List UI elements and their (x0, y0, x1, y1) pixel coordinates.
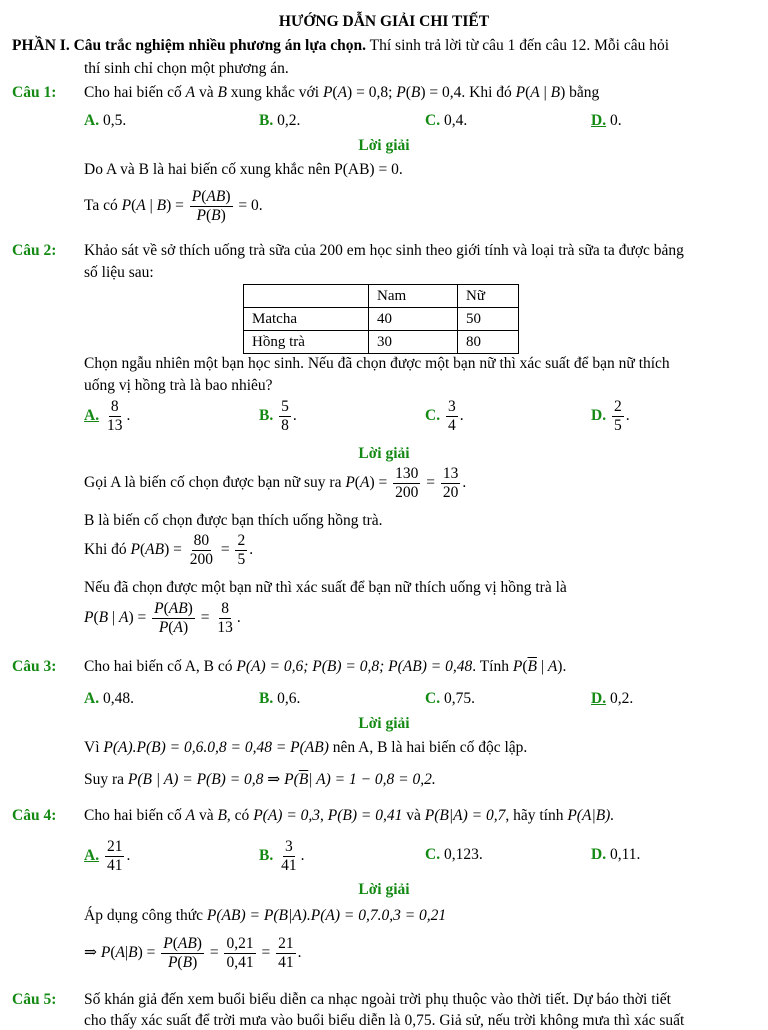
q3-solution-line2: Suy ra P(B | A) = P(B) = 0,8 ⇒ $P(\overline{B}|$ A) = 1 − 0,8 = 0,2. (84, 771, 436, 788)
part-heading-bold: PHẦN I. Câu trắc nghiệm nhiều phương án lựa chọn. (12, 37, 367, 54)
question-5-line1: Số khán giả đến xem buổi biểu diễn ca nhạc ngoài trời phụ thuộc vào thời tiết. Dự báo thời tiết (84, 991, 671, 1008)
question-4-text: Cho hai biến cố A và B, có P(A) = 0,3, P(B) = 0,41 và P(B|A) = 0,7, hãy tính P(A|B). (84, 807, 615, 824)
q1-option-d[interactable]: D. 0. (591, 112, 622, 129)
q3-option-d[interactable]: D. 0,2. (591, 690, 634, 707)
question-3-text: Cho hai biến cố A, B có P(A) = 0,6; P(B) = 0,8; P(AB) = 0,48. Tính $P(\overline{B}$ | A). (84, 658, 567, 675)
q4-option-c[interactable]: C. 0,123. (425, 846, 483, 863)
question-5-label: Câu 5: (12, 991, 57, 1008)
part-heading-text: Thí sinh trả lời từ câu 1 đến câu 12. Mỗi câu hỏi (366, 37, 670, 54)
q3-option-c[interactable]: C. 0,75. (425, 690, 475, 707)
q1-option-a[interactable]: A. 0,5. (84, 112, 127, 129)
table-row: Matcha 40 50 (244, 308, 519, 331)
q3-solution-line1: Vì P(A).P(B) = 0,6.0,8 = 0,48 = P(AB) nên A, B là hai biến cố độc lập. (84, 739, 528, 756)
q4-option-d[interactable]: D. 0,11. (591, 846, 641, 863)
q1-solution-line1: Do A và B là hai biến cố xung khắc nên P(AB) = 0. (84, 161, 403, 178)
page-title: HƯỚNG DẪN GIẢI CHI TIẾT (278, 13, 490, 30)
q4-option-a[interactable]: A. $\frac{21}{41}$ . (84, 838, 131, 874)
q2-option-b[interactable]: B. $\frac{5}{8}$ . (259, 398, 297, 434)
q3-option-b[interactable]: B. 0,6. (259, 690, 301, 707)
q4-solution-line1: Áp dụng công thức P(AB) = P(B|A).P(A) = 0,7.0,3 = 0,21 (84, 907, 447, 924)
q2-solution-heading: Lời giải (358, 445, 410, 462)
question-4-label: Câu 4: (12, 807, 57, 824)
question-2-line4: uống vị hồng trà là bao nhiêu? (84, 377, 273, 394)
q2-option-d[interactable]: D. $\frac{2}{5}$ . (591, 398, 630, 434)
question-1-text: Cho hai biến cố A và B xung khắc với P(A) = 0,8; P(B) = 0,4. Khi đó P(A | B) bằng (84, 84, 600, 101)
q1-option-c[interactable]: C. 0,4. (425, 112, 468, 129)
q1-solution-heading: Lời giải (358, 137, 410, 154)
question-2-line3: Chọn ngẫu nhiên một bạn học sinh. Nếu đã chọn được một bạn nữ thì xác suất để bạn nữ thích (84, 355, 670, 372)
survey-table (243, 284, 519, 354)
q4-option-b[interactable]: B. $\frac{3}{41}$ . (259, 838, 305, 874)
part-heading-line2: thí sinh chỉ chọn một phương án. (84, 60, 289, 77)
q3-solution-heading: Lời giải (358, 715, 410, 732)
q2-option-c[interactable]: C. $\frac{3}{4}$ . (425, 398, 464, 434)
question-1-label: Câu 1: (12, 84, 57, 101)
q1-solution-line2: Ta có P(A | B) = $\frac{P(AB)}{P(B)}$ = 0. (84, 188, 263, 224)
q1-option-b[interactable]: B. 0,2. (259, 112, 301, 129)
question-5-line2: cho thấy xác suất để trời mưa vào buổi biểu diễn là 0,75. Giả sử, nếu trời không mưa thì xác suất (84, 1012, 685, 1029)
table-header-row: Nam Nữ (244, 285, 519, 308)
q2-option-a[interactable]: A. $\frac{8}{13}$ . (84, 398, 131, 434)
q2-solution-line1: Gọi A là biến cố chọn được bạn nữ suy ra P(A) = $\frac{130}{200}$ = $\frac{13}{20}$ . (84, 465, 467, 501)
q2-solution-line5: P(B | A) = $\frac{P(AB)}{P(A)}$ = $\frac{8}{13}$ . (84, 600, 241, 636)
table-row: Hồng trà 30 80 (244, 331, 519, 354)
question-2-line2: số liệu sau: (84, 264, 154, 281)
question-2-line1: Khảo sát về sở thích uống trà sữa của 200 em học sinh theo giới tính và loại trà sữa ta được bảng (84, 242, 684, 259)
q4-solution-heading: Lời giải (358, 881, 410, 898)
q4-solution-line2: ⇒ P(A|B) = $\frac{P(AB)}{P(B)}$ = $\frac{0,21}{0,41}$ = $\frac{21}{41}$ . (84, 935, 302, 971)
q2-solution-line2: B là biến cố chọn được bạn thích uống hồng trà. (84, 512, 383, 529)
q2-solution-line3: Khi đó P(AB) = $\frac{80}{200}$ = $\frac{2}{5}$ . (84, 532, 254, 568)
q2-solution-line4: Nếu đã chọn được một bạn nữ thì xác suất để bạn nữ thích uống vị hồng trà là (84, 579, 567, 596)
question-3-label: Câu 3: (12, 658, 57, 675)
question-2-label: Câu 2: (12, 242, 57, 259)
part-heading (12, 36, 669, 55)
q3-option-a[interactable]: A. 0,48. (84, 690, 134, 707)
